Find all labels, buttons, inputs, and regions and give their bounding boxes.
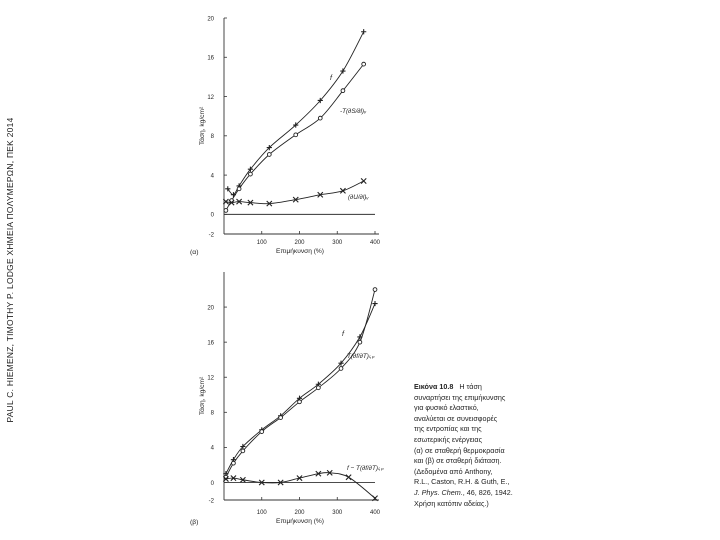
y-tick-label: 4 (210, 173, 214, 180)
data-point-circle (341, 89, 345, 93)
series-label: -T(∂S/∂l)ᵥ (340, 108, 367, 115)
data-point-circle (267, 153, 271, 157)
data-point-circle (241, 449, 245, 453)
data-point-circle (298, 400, 302, 404)
chart-panel-a (190, 16, 381, 256)
caption-line: R.L., Caston, R.H. & Guth, E., (414, 477, 510, 487)
data-point-cross (361, 178, 366, 183)
caption-line: (Δεδομένα από Anthony, (414, 466, 493, 476)
y-axis-label: Τάση, kg/cm² (199, 376, 206, 416)
y-tick-label: 0 (210, 212, 214, 219)
data-point-cross (346, 475, 351, 480)
x-tick-label: 400 (369, 510, 381, 516)
data-point-plus (372, 301, 377, 306)
panel-label: (β) (190, 519, 199, 526)
data-point-circle (224, 209, 228, 213)
series-label: (∂U/∂l)ᵥ (348, 194, 369, 201)
x-tick-label: 100 (256, 240, 267, 246)
series-line (226, 304, 375, 474)
data-point-circle (294, 133, 298, 137)
data-point-circle (237, 187, 241, 191)
caption-heading (414, 382, 564, 393)
y-tick-label: 16 (207, 340, 214, 347)
data-point-circle (358, 340, 362, 344)
y-axis-label: Τάση, kg/cm² (199, 106, 206, 146)
chart-panel-b (190, 272, 384, 526)
series-label: T(∂f/∂T)ₗ,ₚ (347, 353, 375, 360)
y-tick-label: 16 (207, 55, 214, 62)
series-energy (223, 178, 369, 206)
x-tick-label: 300 (332, 240, 343, 246)
x-tick-label: 200 (294, 240, 305, 246)
caption-line: της εντροπίας και της (414, 424, 482, 434)
y-tick-label: 12 (207, 94, 214, 101)
caption-line: και (β) σε σταθερή διάταση. (414, 456, 502, 466)
data-point-circle (279, 416, 283, 420)
x-tick-label: 200 (294, 510, 305, 516)
data-point-circle (260, 430, 264, 434)
data-point-circle (232, 461, 236, 465)
y-tick-label: 12 (207, 375, 214, 382)
caption-citation (414, 488, 564, 499)
series-label: f (330, 75, 332, 82)
y-tick-label: -2 (208, 498, 214, 505)
series-energy (223, 465, 384, 501)
caption-permission: Χρήση κατόπιν αδείας.) (414, 498, 489, 508)
data-point-circle (362, 62, 366, 66)
side-credit-text: PAUL C. HIEMENZ, TIMOTHY P. LODGE ΧΗΜΕΙΑ ΠΟΛΥΜΕΡΩΝ, ΠΕΚ 2014 (5, 117, 15, 423)
x-axis-label: Επιμήκυνση (%) (276, 248, 324, 255)
figure-caption (414, 382, 564, 509)
data-point-circle (316, 386, 320, 390)
caption-line: για φυσικό ελαστικό, (414, 403, 479, 413)
x-axis-label: Επιμήκυνση (%) (276, 518, 324, 525)
y-tick-label: -2 (208, 232, 214, 239)
y-tick-label: 8 (210, 410, 214, 417)
x-tick-label: 300 (332, 510, 343, 516)
series-line (226, 290, 375, 478)
y-tick-label: 4 (210, 445, 214, 452)
series-label: f (342, 331, 344, 338)
x-tick-label: 100 (256, 510, 267, 516)
y-tick-label: 20 (207, 305, 214, 312)
caption-figure-label: Εικόνα 10.8 (414, 382, 454, 391)
series-f (223, 301, 377, 476)
caption-journal: J. Phys. Chem. (414, 487, 463, 497)
panel-label: (α) (190, 249, 199, 256)
series-label: f − T(∂f/∂T)ₗ,ₚ (347, 465, 384, 472)
data-point-circle (339, 367, 343, 371)
caption-line1: Η τάση (459, 382, 482, 391)
data-point-cross (340, 188, 345, 193)
y-tick-label: 20 (207, 16, 214, 23)
caption-line: αναλύεται σε συνεισφορές (414, 413, 498, 423)
caption-line: εσωτερικής ενέργειας (414, 434, 483, 444)
series-line (226, 64, 364, 210)
caption-line: συναρτήσει της επιμήκυνσης (414, 392, 506, 402)
data-point-plus (340, 68, 345, 73)
caption-line: (α) σε σταθερή θερμοκρασία (414, 445, 505, 455)
caption-journal-rest: , 46, 826, 1942. (462, 487, 513, 497)
x-tick-label: 400 (369, 240, 381, 246)
data-point-circle (373, 288, 377, 292)
y-tick-label: 0 (210, 480, 214, 487)
data-point-circle (318, 116, 322, 120)
data-point-plus (361, 29, 366, 34)
data-point-circle (249, 172, 253, 176)
series-entropy (224, 288, 377, 479)
y-tick-label: 8 (210, 134, 214, 141)
